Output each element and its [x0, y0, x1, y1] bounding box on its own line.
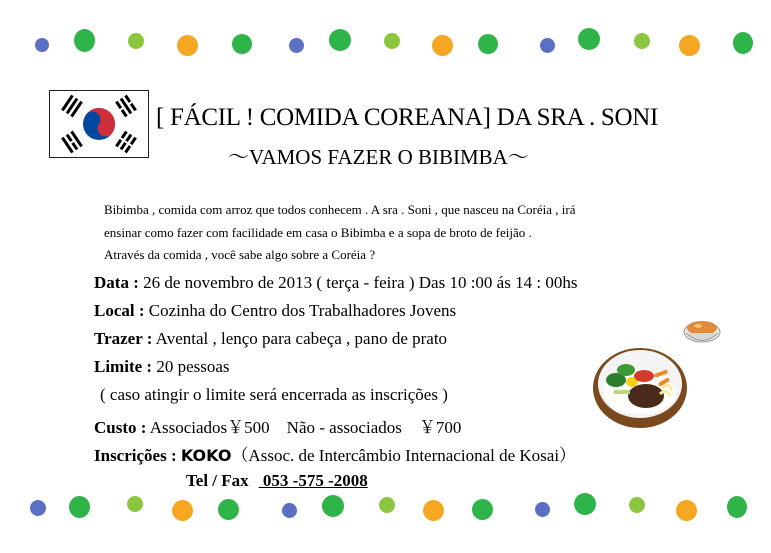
local-label: Local :: [94, 301, 145, 320]
dot: [128, 33, 144, 49]
intro-line: Através da comida , você sabe algo sobre a Coréia ?: [104, 247, 376, 262]
tel-label: Tel / Fax: [186, 471, 249, 490]
title-line-2: ～VAMOS FAZER O BIBIMBA～: [228, 145, 529, 169]
dot: [282, 503, 297, 518]
custo-label: Custo :: [94, 418, 147, 437]
detail-custo: [94, 413, 461, 438]
dot: [379, 497, 395, 513]
data-value: 26 de novembro de 2013 ( terça - feira ) Das 10 :00 ás 14 : 00hs: [138, 273, 578, 292]
dot: [177, 35, 198, 56]
dot: [74, 29, 95, 52]
dot: [35, 38, 49, 52]
inscricoes-label: Inscrições :: [94, 446, 177, 465]
limite-value: 20 pessoas: [152, 357, 230, 376]
trazer-label: Trazer :: [94, 329, 153, 348]
dot: [30, 500, 46, 516]
detail-trazer: [94, 329, 447, 349]
dot: [172, 500, 193, 521]
intro-paragraph: [104, 199, 724, 267]
dot: [69, 496, 90, 518]
dot: [289, 38, 304, 53]
dot: [679, 35, 700, 56]
dot: [676, 500, 697, 521]
tel-value: 053 -575 -2008: [258, 471, 368, 490]
detail-tel: [186, 471, 368, 491]
inscricoes-org: KOKO: [180, 446, 232, 465]
dot: [578, 28, 600, 50]
detail-data: [94, 273, 577, 293]
limite-label: Limite :: [94, 357, 153, 376]
dot: [478, 34, 498, 54]
dot: [329, 29, 351, 51]
local-value: Cozinha do Centro dos Trabalhadores Jovens: [144, 301, 457, 320]
bibimbap-bowl-icon: [590, 310, 730, 445]
dot: [574, 493, 596, 515]
title-line-1: [ FÁCIL ! COMIDA COREANA] DA SRA . SONI: [156, 104, 658, 131]
inscricoes-value: （Assoc. de Intercâmbio Internacional de Kosai）: [231, 446, 577, 465]
detail-inscricoes: [94, 441, 576, 466]
dot: [127, 496, 143, 512]
dot: [629, 497, 645, 513]
dot: [218, 499, 239, 520]
dot: [384, 33, 400, 49]
dot: [540, 38, 555, 53]
detail-local: [94, 301, 456, 321]
dot: [535, 502, 550, 517]
dot: [472, 499, 493, 520]
trazer-value: Avental , lenço para cabeça , pano de prato: [152, 329, 448, 348]
dot: [733, 32, 753, 54]
dot: [423, 500, 444, 521]
detail-limite: [94, 357, 230, 377]
dot: [634, 33, 650, 49]
intro-line: ensinar como fazer com facilidade em casa o Bibimba e a sopa de broto de feijão .: [104, 224, 532, 240]
dot: [322, 495, 344, 517]
dot: [232, 34, 252, 54]
dot: [432, 35, 453, 56]
intro-line: Bibimba , comida com arroz que todos conhecem . A sra . Soni , que nasceu na Coréia , irá: [104, 202, 576, 217]
custo-value: Associados￥500 Não - associados ￥700: [146, 418, 462, 437]
dot: [727, 496, 747, 518]
korean-flag-icon: [49, 90, 149, 158]
limite-note: ( caso atingir o limite será encerrada as inscrições ): [100, 385, 448, 404]
data-label: Data :: [94, 273, 139, 292]
